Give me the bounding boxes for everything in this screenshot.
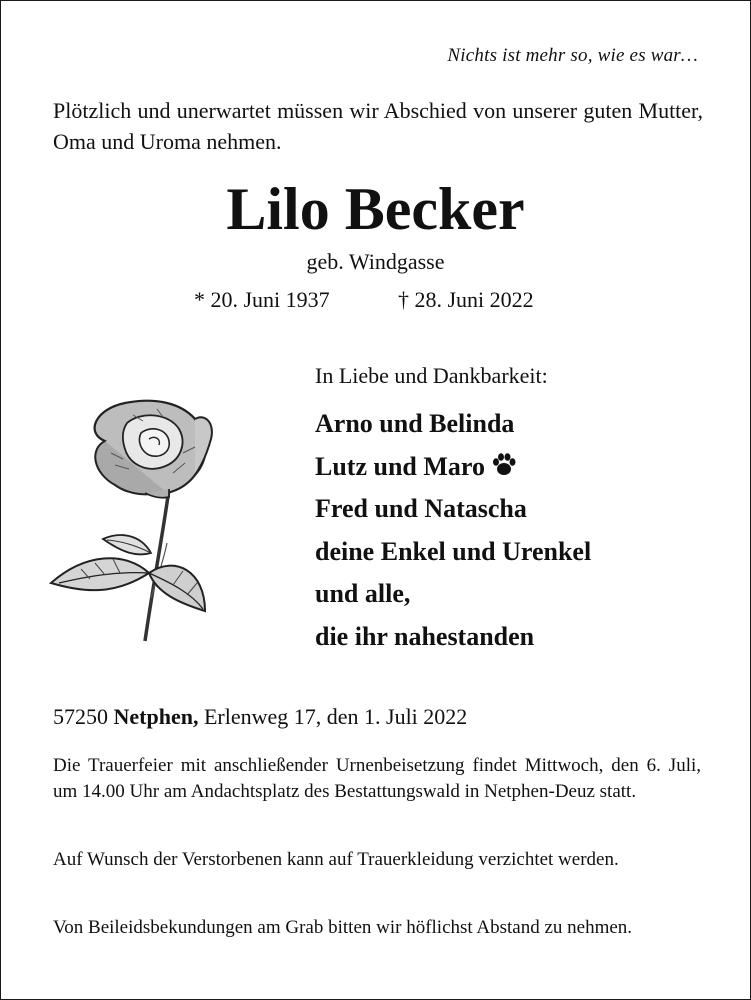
paw-print-icon (491, 452, 517, 478)
mourners-list (315, 403, 591, 658)
city: Netphen, (113, 704, 199, 729)
intro-text: Plötzlich und unerwartet müssen wir Abschied von unserer guten Mutter, Oma und Uroma nehmen. (53, 98, 703, 154)
mourner-line: deine Enkel und Urenkel (315, 536, 592, 566)
funeral-info: Die Trauerfeier mit anschließender Urnenbeisetzung findet Mittwoch, den 6. Juli, um 14.00 Uhr am Andachtsplatz des Bestattungswald in Netphen-Deuz statt. (53, 755, 701, 802)
mourner-line: und alle, (315, 579, 411, 608)
postcode: 57250 (53, 704, 108, 729)
mourner-line-with-paw (315, 446, 591, 489)
rose-icon (45, 393, 217, 648)
mourner-line: Lutz und Maro (315, 451, 485, 481)
condolence-note: Von Beileidsbekundungen am Grab bitten wir höflichst Abstand zu nehmen. (53, 917, 633, 938)
deceased-name: Lilo Becker (226, 176, 525, 242)
death-date: † 28. Juni 2022 (398, 287, 534, 312)
mourner-line: Arno und Belinda (315, 409, 515, 438)
mourner-line: die ihr nahestanden (315, 621, 535, 651)
mourners-intro: In Liebe und Dankbarkeit: (315, 363, 548, 388)
maiden-name: geb. Windgasse (306, 249, 445, 274)
mourning-attire-note: Auf Wunsch der Verstorbenen kann auf Trauerkleidung verzichtet werden. (53, 849, 619, 870)
mourner-line: Fred und Natascha (315, 494, 527, 523)
motto: Nichts ist mehr so, wie es war… (447, 45, 698, 66)
birth-date: * 20. Juni 1937 (194, 287, 330, 312)
address-date: Erlenweg 17, den 1. Juli 2022 (203, 704, 468, 729)
place-date-line (53, 704, 467, 730)
